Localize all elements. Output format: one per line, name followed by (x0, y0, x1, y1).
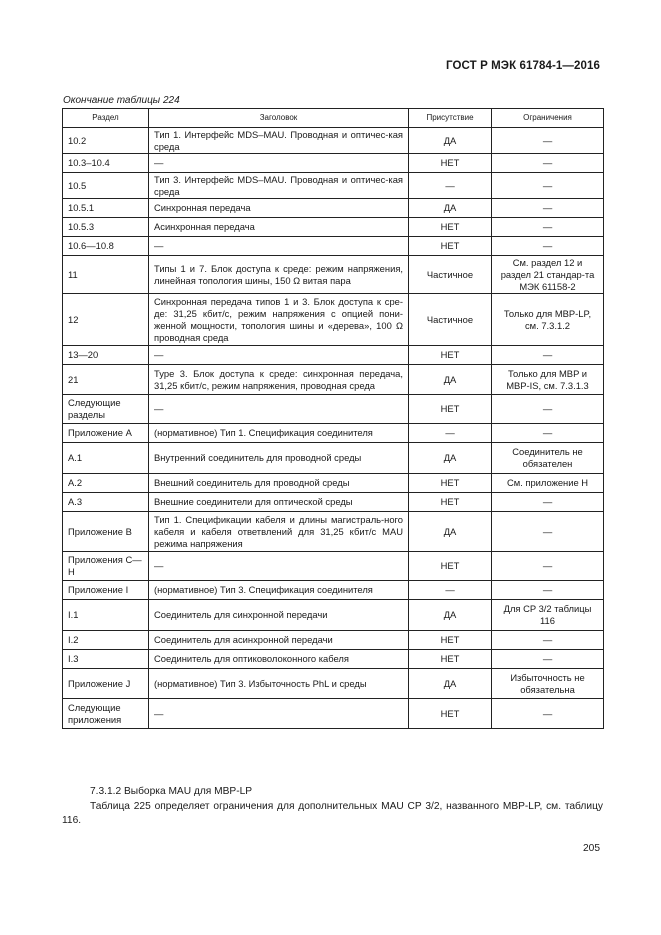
cell-section: Приложение В (63, 512, 149, 552)
table-row (63, 631, 604, 650)
cell-title: Синхронная передача типов 1 и 3. Блок доступа к сре-де: 31,25 кбит/с, режим напряжения с опцией пони-женной мощности, топология шины и «дерева», 100 Ω проводная среда (149, 294, 409, 346)
cell-section: А.2 (63, 474, 149, 493)
cell-title: — (149, 346, 409, 365)
cell-section: Приложение А (63, 424, 149, 443)
cell-title: Внутренний соединитель для проводной среды (149, 443, 409, 474)
cell-restriction: Только для MBP и MBP-IS, см. 7.3.1.3 (492, 365, 604, 395)
cell-presence: ДА (409, 199, 492, 218)
cell-restriction: — (492, 552, 604, 581)
cell-title: Внешний соединитель для проводной среды (149, 474, 409, 493)
cell-presence: Частичное (409, 294, 492, 346)
cell-presence: НЕТ (409, 395, 492, 424)
cell-restriction: — (492, 699, 604, 729)
requirements-table (62, 108, 604, 729)
cell-title: (нормативное) Тип 3. Спецификация соединителя (149, 581, 409, 600)
cell-presence: — (409, 173, 492, 199)
body-paragraph: Таблица 225 определяет ограничения для дополнительных MAU CP 3/2, названного MBP-LP, см. таблицу 116. (62, 801, 603, 826)
table-row (63, 512, 604, 552)
column-header-restrictions: Ограничения (492, 109, 604, 128)
cell-section: А.3 (63, 493, 149, 512)
document-header: ГОСТ Р МЭК 61784-1—2016 (446, 60, 600, 72)
cell-restriction: — (492, 581, 604, 600)
table-row (63, 128, 604, 154)
cell-presence: НЕТ (409, 237, 492, 256)
cell-title: Соединитель для синхронной передачи (149, 600, 409, 631)
table-row (63, 346, 604, 365)
cell-title: Соединитель для асинхронной передачи (149, 631, 409, 650)
cell-restriction: — (492, 237, 604, 256)
cell-presence: ДА (409, 128, 492, 154)
cell-restriction: — (492, 173, 604, 199)
cell-title: Тип 3. Интерфейс MDS–MAU. Проводная и оптичес-кая среда (149, 173, 409, 199)
cell-section: Следующие разделы (63, 395, 149, 424)
table-row (63, 581, 604, 600)
cell-presence: НЕТ (409, 650, 492, 669)
cell-title: Тип 1. Спецификации кабеля и длины магистраль-ного кабеля и кабеля ответвлений для 31,25 кбит/с MAU режима напряжения (149, 512, 409, 552)
cell-title: Тип 1. Интерфейс MDS–MAU. Проводная и оптичес-кая среда (149, 128, 409, 154)
cell-restriction: Только для MBP-LP, см. 7.3.1.2 (492, 294, 604, 346)
table-row (63, 600, 604, 631)
cell-presence: — (409, 424, 492, 443)
cell-section: 10.6—10.8 (63, 237, 149, 256)
cell-section: I.2 (63, 631, 149, 650)
cell-title: Асинхронная передача (149, 218, 409, 237)
cell-section: А.1 (63, 443, 149, 474)
cell-restriction: — (492, 493, 604, 512)
cell-restriction: См. приложение Н (492, 474, 604, 493)
cell-title: Внешние соединители для оптической среды (149, 493, 409, 512)
cell-restriction: — (492, 199, 604, 218)
cell-presence: ДА (409, 512, 492, 552)
cell-presence: НЕТ (409, 631, 492, 650)
page-number: 205 (583, 843, 600, 854)
table-row (63, 650, 604, 669)
cell-section: I.1 (63, 600, 149, 631)
table-row (63, 443, 604, 474)
cell-title: (нормативное) Тип 3. Избыточность PhL и среды (149, 669, 409, 699)
cell-restriction: — (492, 424, 604, 443)
cell-presence: НЕТ (409, 474, 492, 493)
cell-section: 10.5 (63, 173, 149, 199)
table-row (63, 669, 604, 699)
cell-title: Типы 1 и 7. Блок доступа к среде: режим напряжения, линейная топология шины, 150 Ω витая пара (149, 256, 409, 294)
cell-title: — (149, 699, 409, 729)
cell-restriction: Соединитель не обязателен (492, 443, 604, 474)
cell-presence: ДА (409, 443, 492, 474)
cell-restriction: — (492, 128, 604, 154)
table-row (63, 256, 604, 294)
cell-section: 10.2 (63, 128, 149, 154)
table-row (63, 474, 604, 493)
cell-section: 10.5.1 (63, 199, 149, 218)
table-row (63, 493, 604, 512)
cell-presence: НЕТ (409, 346, 492, 365)
cell-section: I.3 (63, 650, 149, 669)
cell-restriction: — (492, 650, 604, 669)
table-header-row (63, 109, 604, 128)
cell-restriction: — (492, 218, 604, 237)
cell-presence: НЕТ (409, 154, 492, 173)
table-row (63, 424, 604, 443)
cell-restriction: — (492, 631, 604, 650)
table-row (63, 237, 604, 256)
cell-section: 12 (63, 294, 149, 346)
cell-presence: ДА (409, 669, 492, 699)
cell-section: Приложения С—Н (63, 552, 149, 581)
cell-restriction: — (492, 512, 604, 552)
table-body (63, 128, 604, 729)
cell-title: Синхронная передача (149, 199, 409, 218)
table-row (63, 199, 604, 218)
cell-title: — (149, 237, 409, 256)
cell-presence: ДА (409, 600, 492, 631)
cell-section: 13—20 (63, 346, 149, 365)
table-row (63, 294, 604, 346)
table-row (63, 218, 604, 237)
cell-presence: НЕТ (409, 699, 492, 729)
table-row (63, 395, 604, 424)
cell-section: Следующие приложения (63, 699, 149, 729)
table-row (63, 173, 604, 199)
cell-presence: НЕТ (409, 552, 492, 581)
cell-section: 21 (63, 365, 149, 395)
cell-title: — (149, 154, 409, 173)
cell-title: Соединитель для оптиковолоконного кабеля (149, 650, 409, 669)
cell-title: Type 3. Блок доступа к среде: синхронная передача, 31,25 кбит/с, режим напряжения, проводная среда (149, 365, 409, 395)
cell-section: Приложение J (63, 669, 149, 699)
table-caption: Окончание таблицы 224 (63, 95, 180, 106)
cell-title: — (149, 552, 409, 581)
cell-section: 10.3–10.4 (63, 154, 149, 173)
cell-restriction: См. раздел 12 и раздел 21 стандар-та МЭК 61158-2 (492, 256, 604, 294)
cell-presence: НЕТ (409, 218, 492, 237)
cell-restriction: — (492, 154, 604, 173)
cell-presence: — (409, 581, 492, 600)
cell-presence: НЕТ (409, 493, 492, 512)
subsection-heading: 7.3.1.2 Выборка MAU для MBP-LP (90, 786, 253, 797)
cell-section: 10.5.3 (63, 218, 149, 237)
table-row (63, 365, 604, 395)
table-row (63, 699, 604, 729)
cell-title: (нормативное) Тип 1. Спецификация соединителя (149, 424, 409, 443)
cell-presence: Частичное (409, 256, 492, 294)
cell-restriction: Избыточность не обязательна (492, 669, 604, 699)
cell-restriction: — (492, 346, 604, 365)
column-header-presence: Присутствие (409, 109, 492, 128)
cell-title: — (149, 395, 409, 424)
cell-restriction: — (492, 395, 604, 424)
cell-section: Приложение I (63, 581, 149, 600)
table-row (63, 154, 604, 173)
table-row (63, 552, 604, 581)
cell-section: 11 (63, 256, 149, 294)
column-header-section: Раздел (63, 109, 149, 128)
cell-presence: ДА (409, 365, 492, 395)
column-header-title: Заголовок (149, 109, 409, 128)
cell-restriction: Для CP 3/2 таблицы 116 (492, 600, 604, 631)
